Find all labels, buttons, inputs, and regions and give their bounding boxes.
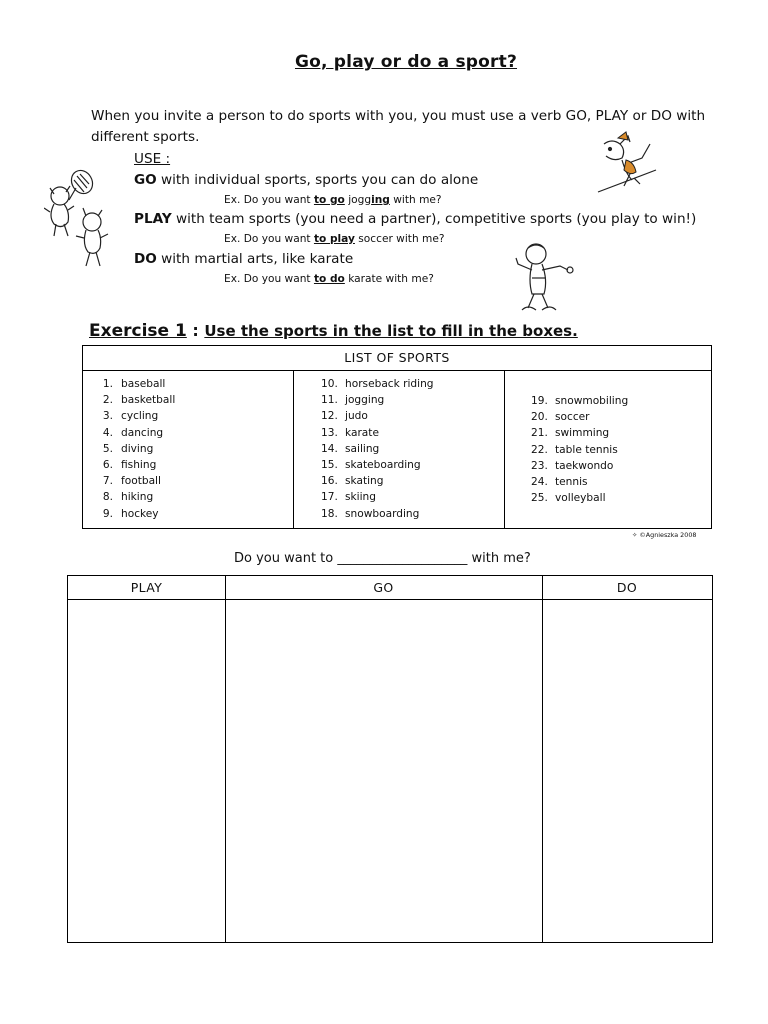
list-item: 16. skating	[321, 475, 384, 488]
answer-table	[67, 575, 713, 943]
list-item: 2. basketball	[102, 394, 176, 407]
example-play	[224, 233, 444, 245]
column-divider	[504, 370, 505, 528]
example-suffix: soccer with me?	[354, 233, 445, 245]
rule-text: with individual sports, sports you can do alone	[156, 172, 479, 188]
sports-list-header: LIST OF SPORTS	[83, 346, 711, 371]
list-item: 19. snowmobiling	[531, 395, 629, 407]
rule-do	[134, 251, 353, 267]
list-item: 18. snowboarding	[321, 507, 420, 520]
example-prefix: Ex. Do you want	[224, 233, 314, 245]
rule-verb: GO	[134, 172, 157, 188]
example-verb: to play	[313, 233, 355, 245]
example-ing: ing	[371, 194, 390, 206]
intro-paragraph: When you invite a person to do sports with you, you must use a verb GO, PLAY or DO with different sports.	[91, 108, 706, 145]
exercise-heading	[89, 321, 578, 341]
rule-text: with martial arts, like karate	[156, 251, 354, 267]
list-item: 3. cycling	[102, 410, 159, 423]
column-divider	[293, 370, 294, 528]
tennis-kids-illustration-icon	[44, 166, 126, 272]
rule-verb: PLAY	[134, 211, 172, 227]
list-item: 7. football	[102, 475, 161, 488]
list-item: 15. skateboarding	[321, 459, 421, 472]
example-verb: to go	[313, 194, 345, 206]
example-do	[224, 273, 434, 285]
list-item: 21. swimming	[531, 427, 610, 440]
example-suffix: with me?	[389, 194, 442, 206]
list-item: 10. horseback riding	[321, 378, 434, 390]
play-answer-cell[interactable]	[68, 600, 225, 942]
list-item: 22. table tennis	[531, 443, 618, 456]
rule-play	[134, 211, 696, 227]
rule-verb: DO	[134, 251, 157, 267]
sports-column-2	[321, 376, 434, 522]
list-item: 1. baseball	[102, 378, 166, 390]
sports-column-3	[531, 393, 628, 506]
example-go	[224, 194, 442, 206]
question-prompt: Do you want to ____________________ with me?	[234, 551, 531, 566]
sports-column-1	[91, 376, 175, 522]
example-prefix: Ex. Do you want	[224, 194, 314, 206]
rule-text: with team sports (you need a partner), competitive sports (you play to win!)	[171, 211, 697, 227]
karate-kid-illustration-icon	[514, 240, 578, 316]
go-answer-cell[interactable]	[226, 600, 542, 942]
exercise-instruction: Use the sports in the list to fill in the boxes.	[204, 322, 578, 340]
list-item: 13. karate	[321, 426, 379, 439]
example-verb: to do	[313, 273, 345, 285]
list-item: 6. fishing	[102, 459, 157, 472]
column-header-play: PLAY	[68, 576, 225, 600]
page-title: Go, play or do a sport?	[294, 52, 518, 72]
list-item: 11. jogging	[321, 394, 385, 407]
example-suffix: karate with me?	[344, 273, 434, 285]
use-label: USE :	[134, 151, 171, 167]
list-item: 9. hockey	[102, 507, 159, 520]
rule-go	[134, 172, 478, 188]
list-item: 14. sailing	[321, 442, 380, 455]
list-item: 24. tennis	[531, 476, 588, 489]
list-item: 20. soccer	[531, 411, 590, 424]
example-prefix: Ex. Do you want	[224, 273, 314, 285]
list-item: 5. diving	[102, 442, 154, 455]
list-item: 23. taekwondo	[531, 459, 614, 472]
list-item: 25. volleyball	[531, 492, 606, 505]
exercise-separator: :	[186, 321, 205, 340]
do-answer-cell[interactable]	[543, 600, 712, 942]
sports-list-table	[82, 345, 712, 529]
list-item: 12. judo	[321, 410, 368, 423]
list-item: 8. hiking	[102, 491, 154, 504]
skier-illustration-icon	[596, 130, 660, 196]
example-word: jogg	[344, 194, 372, 206]
column-header-go: GO	[225, 576, 542, 600]
exercise-number: Exercise 1	[89, 321, 187, 341]
column-header-do: DO	[542, 576, 712, 600]
list-item: 17. skiing	[321, 491, 376, 504]
copyright-notice: ✧ ©Agnieszka 2008	[632, 531, 697, 539]
list-item: 4. dancing	[102, 426, 164, 439]
